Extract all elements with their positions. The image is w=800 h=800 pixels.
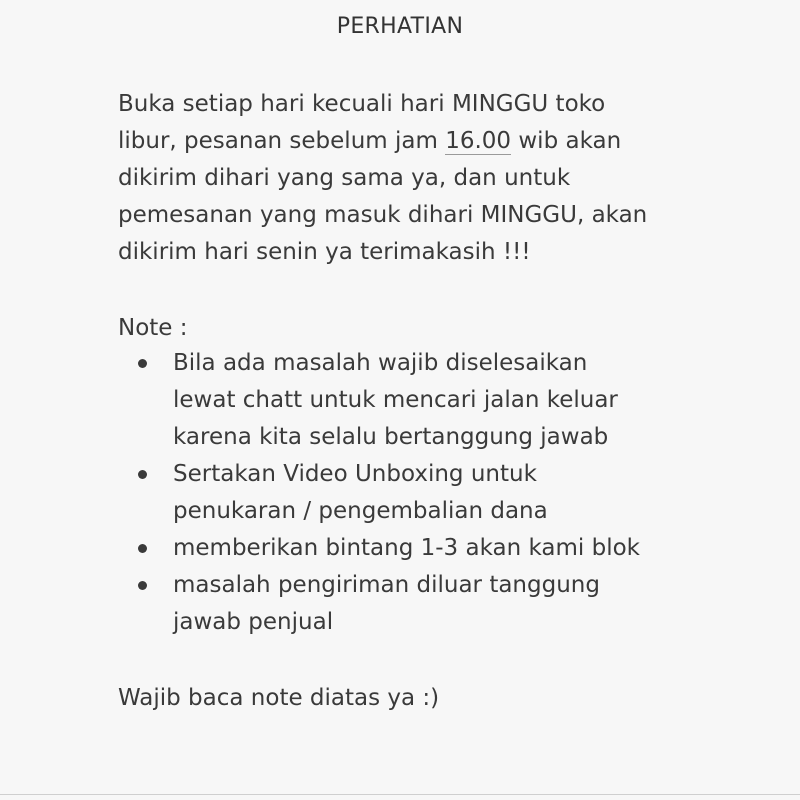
bullet-icon <box>138 470 147 479</box>
note-line: jawab penjual <box>173 609 334 635</box>
note-line: penukaran / pengembalian dana <box>173 498 548 524</box>
note-line: lewat chatt untuk mencari jalan keluar <box>173 387 618 413</box>
page-title: PERHATIAN <box>336 14 464 39</box>
note-line: Bila ada masalah wajib diselesaikan <box>173 350 588 376</box>
intro-line: pemesanan yang masuk dihari MINGGU, akan <box>118 202 648 228</box>
note-line: masalah pengiriman diluar tanggung <box>173 572 600 598</box>
note-item <box>173 345 800 456</box>
note-line: Sertakan Video Unboxing untuk <box>173 461 537 487</box>
note-line: memberikan bintang 1-3 akan kami blok <box>173 535 640 561</box>
intro-line <box>118 123 718 160</box>
intro-text: libur, pesanan sebelum jam <box>118 128 446 154</box>
note-item <box>173 530 800 567</box>
footer-reminder: Wajib baca note diatas ya :) <box>118 685 440 711</box>
bullet-icon <box>138 581 147 590</box>
note-item <box>173 567 800 641</box>
note-heading: Note : <box>118 315 188 341</box>
intro-line: dikirim hari senin ya terimakasih !!! <box>118 239 531 265</box>
cutoff-time: 16.00 <box>445 128 512 154</box>
bullet-icon <box>138 359 147 368</box>
intro-text: wib akan <box>511 128 622 154</box>
note-item <box>173 456 800 530</box>
bottom-divider <box>0 794 800 795</box>
note-list <box>0 345 800 641</box>
intro-paragraph <box>118 86 718 271</box>
bullet-icon <box>138 544 147 553</box>
intro-line: dikirim dihari yang sama ya, dan untuk <box>118 165 571 191</box>
note-line: karena kita selalu bertanggung jawab <box>173 424 609 450</box>
intro-line: Buka setiap hari kecuali hari MINGGU toko <box>118 91 606 117</box>
